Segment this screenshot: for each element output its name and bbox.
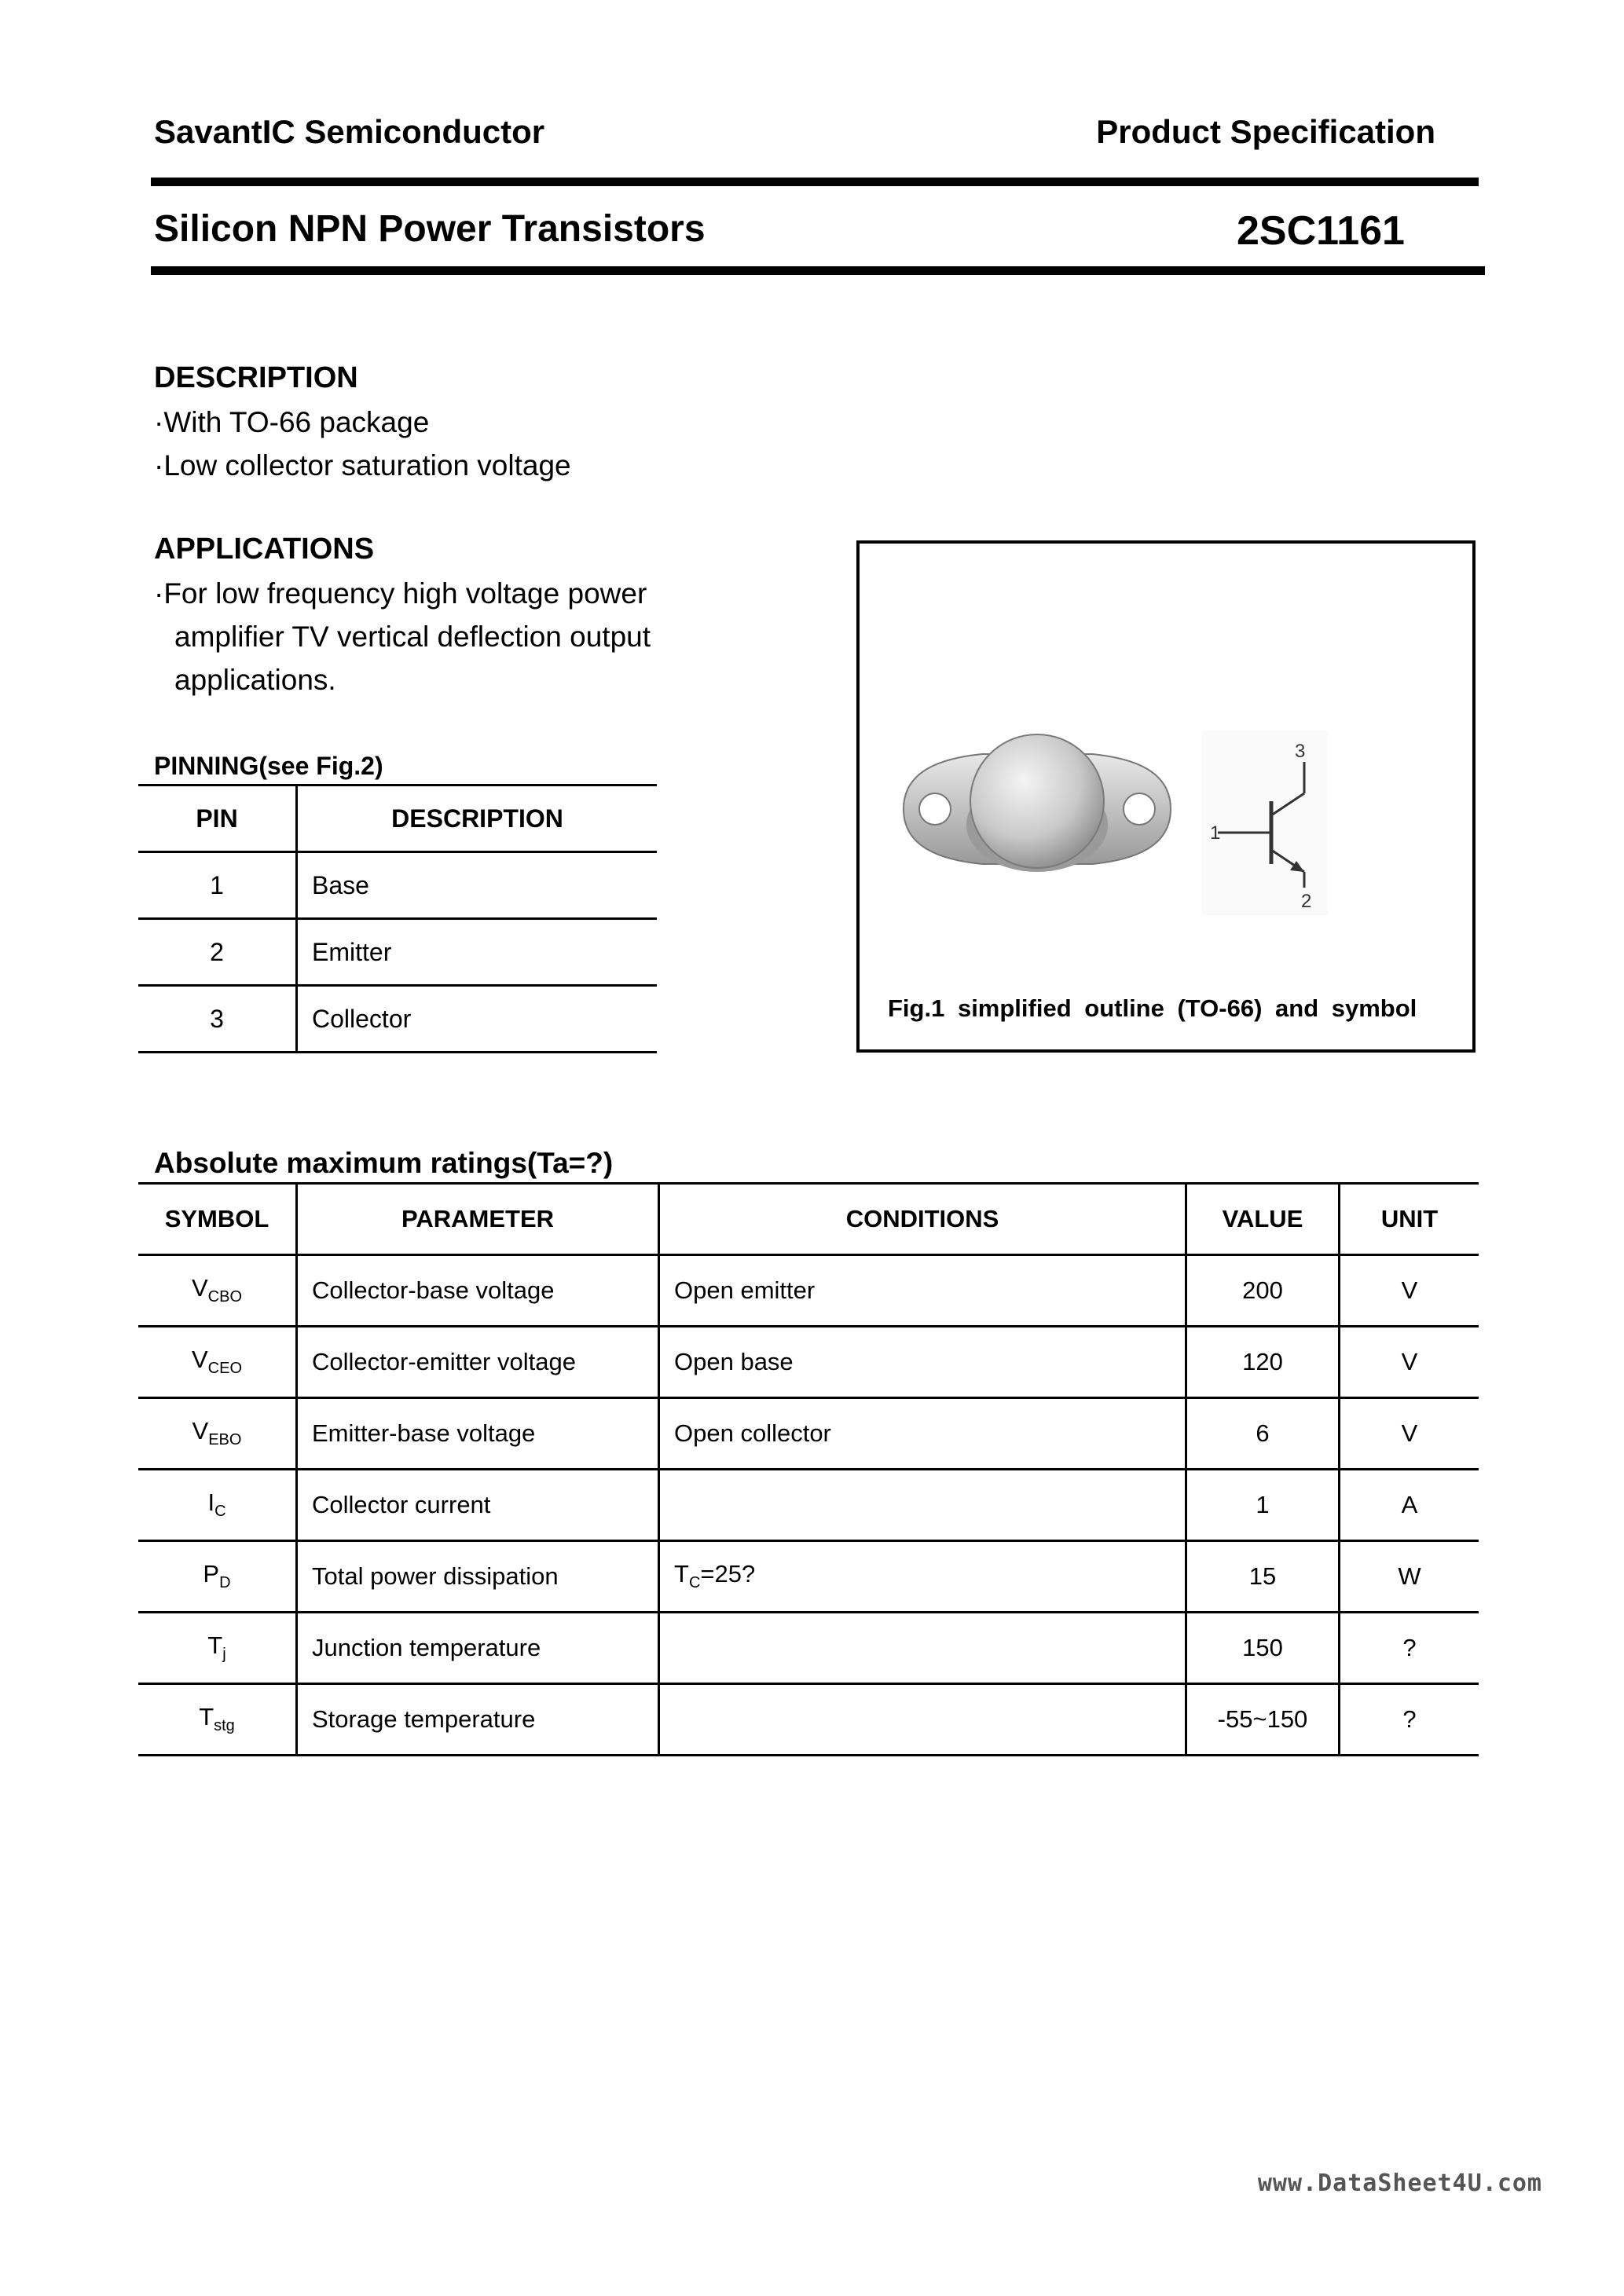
value-cell: -55~150: [1186, 1684, 1340, 1756]
column-header: PIN: [138, 785, 297, 852]
table-header-row: [138, 1184, 1479, 1255]
applications-line: applications.: [174, 664, 336, 696]
table-header-row: [138, 785, 657, 852]
conditions-cell: Open emitter: [659, 1255, 1186, 1327]
parameter-cell: Collector current: [297, 1470, 659, 1541]
footer-watermark: www.DataSheet4U.com: [1257, 2170, 1542, 2197]
npn-transistor-symbol: [1202, 731, 1328, 915]
description-heading: DESCRIPTION: [154, 361, 358, 394]
value-cell: 15: [1186, 1541, 1340, 1613]
figure-caption: Fig.1 simplified outline (TO-66) and symbol: [888, 994, 1417, 1022]
conditions-cell: Open collector: [659, 1398, 1186, 1470]
pin-number: 1: [138, 852, 297, 919]
conditions-cell: [659, 1613, 1186, 1684]
applications-line: amplifier TV vertical deflection output: [174, 621, 651, 653]
conditions-cell: [659, 1684, 1186, 1756]
table-row: [138, 1470, 1479, 1541]
column-header: VALUE: [1186, 1184, 1340, 1255]
symbol-cell: $V_{CBO}$: [138, 1255, 297, 1327]
value-cell: 150: [1186, 1613, 1340, 1684]
parameter-cell: Storage temperature: [297, 1684, 659, 1756]
pin-label-emitter: 2: [1301, 891, 1312, 912]
symbol-cell: $P_D$: [138, 1541, 297, 1613]
pinning-table: [138, 784, 657, 1053]
title-rule: [151, 266, 1485, 275]
table-row: [138, 1327, 1479, 1398]
value-cell: 1: [1186, 1470, 1340, 1541]
parameter-cell: Emitter-base voltage: [297, 1398, 659, 1470]
symbol-cell: $I_C$: [138, 1470, 297, 1541]
table-row: [138, 852, 657, 919]
parameter-cell: Collector-emitter voltage: [297, 1327, 659, 1398]
pin-label-base: 1: [1210, 822, 1221, 844]
unit-cell: V: [1340, 1398, 1479, 1470]
column-header: PARAMETER: [297, 1184, 659, 1255]
conditions-cell: $T_C=25$?: [659, 1541, 1186, 1613]
applications-line: ·For low frequency high voltage power: [154, 577, 647, 610]
table-row: [138, 1255, 1479, 1327]
header-rule: [151, 178, 1479, 186]
table-row: [138, 1613, 1479, 1684]
symbol-cell: $V_{CEO}$: [138, 1327, 297, 1398]
parameter-cell: Junction temperature: [297, 1613, 659, 1684]
unit-cell: V: [1340, 1255, 1479, 1327]
column-header: CONDITIONS: [659, 1184, 1186, 1255]
unit-cell: ?: [1340, 1684, 1479, 1756]
unit-cell: V: [1340, 1327, 1479, 1398]
description-item: ·With TO-66 package: [154, 406, 430, 438]
pinning-heading: PINNING(see Fig.2): [154, 752, 383, 780]
applications-heading: APPLICATIONS: [154, 533, 375, 566]
pin-number: 2: [138, 919, 297, 986]
company-name: SavantIC Semiconductor: [154, 113, 545, 150]
pin-description: Base: [297, 852, 658, 919]
document-type: Product Specification: [1096, 113, 1435, 150]
value-cell: 6: [1186, 1398, 1340, 1470]
symbol-cell: $T_{stg}$: [138, 1684, 297, 1756]
ratings-table: [138, 1182, 1479, 1756]
table-row: [138, 919, 657, 986]
part-number: 2SC1161: [1237, 208, 1405, 254]
parameter-cell: Collector-base voltage: [297, 1255, 659, 1327]
value-cell: 200: [1186, 1255, 1340, 1327]
table-row: [138, 1541, 1479, 1613]
symbol-cell: $T_j$: [138, 1613, 297, 1684]
to66-package-illustration: [896, 723, 1179, 895]
column-header: DESCRIPTION: [297, 785, 658, 852]
column-header: UNIT: [1340, 1184, 1479, 1255]
table-row: [138, 1684, 1479, 1756]
pin-number: 3: [138, 986, 297, 1053]
conditions-cell: [659, 1470, 1186, 1541]
column-header: SYMBOL: [138, 1184, 297, 1255]
pin-description: Collector: [297, 986, 658, 1053]
pin-label-collector: 3: [1295, 741, 1306, 762]
unit-cell: A: [1340, 1470, 1479, 1541]
value-cell: 120: [1186, 1327, 1340, 1398]
ratings-heading: Absolute maximum ratings(Ta=?): [154, 1147, 614, 1179]
conditions-cell: Open base: [659, 1327, 1186, 1398]
description-item: ·Low collector saturation voltage: [154, 449, 571, 482]
table-row: [138, 1398, 1479, 1470]
symbol-cell: $V_{EBO}$: [138, 1398, 297, 1470]
pin-description: Emitter: [297, 919, 658, 986]
page-title: Silicon NPN Power Transistors: [154, 208, 706, 250]
unit-cell: W: [1340, 1541, 1479, 1613]
table-row: [138, 986, 657, 1053]
parameter-cell: Total power dissipation: [297, 1541, 659, 1613]
unit-cell: ?: [1340, 1613, 1479, 1684]
